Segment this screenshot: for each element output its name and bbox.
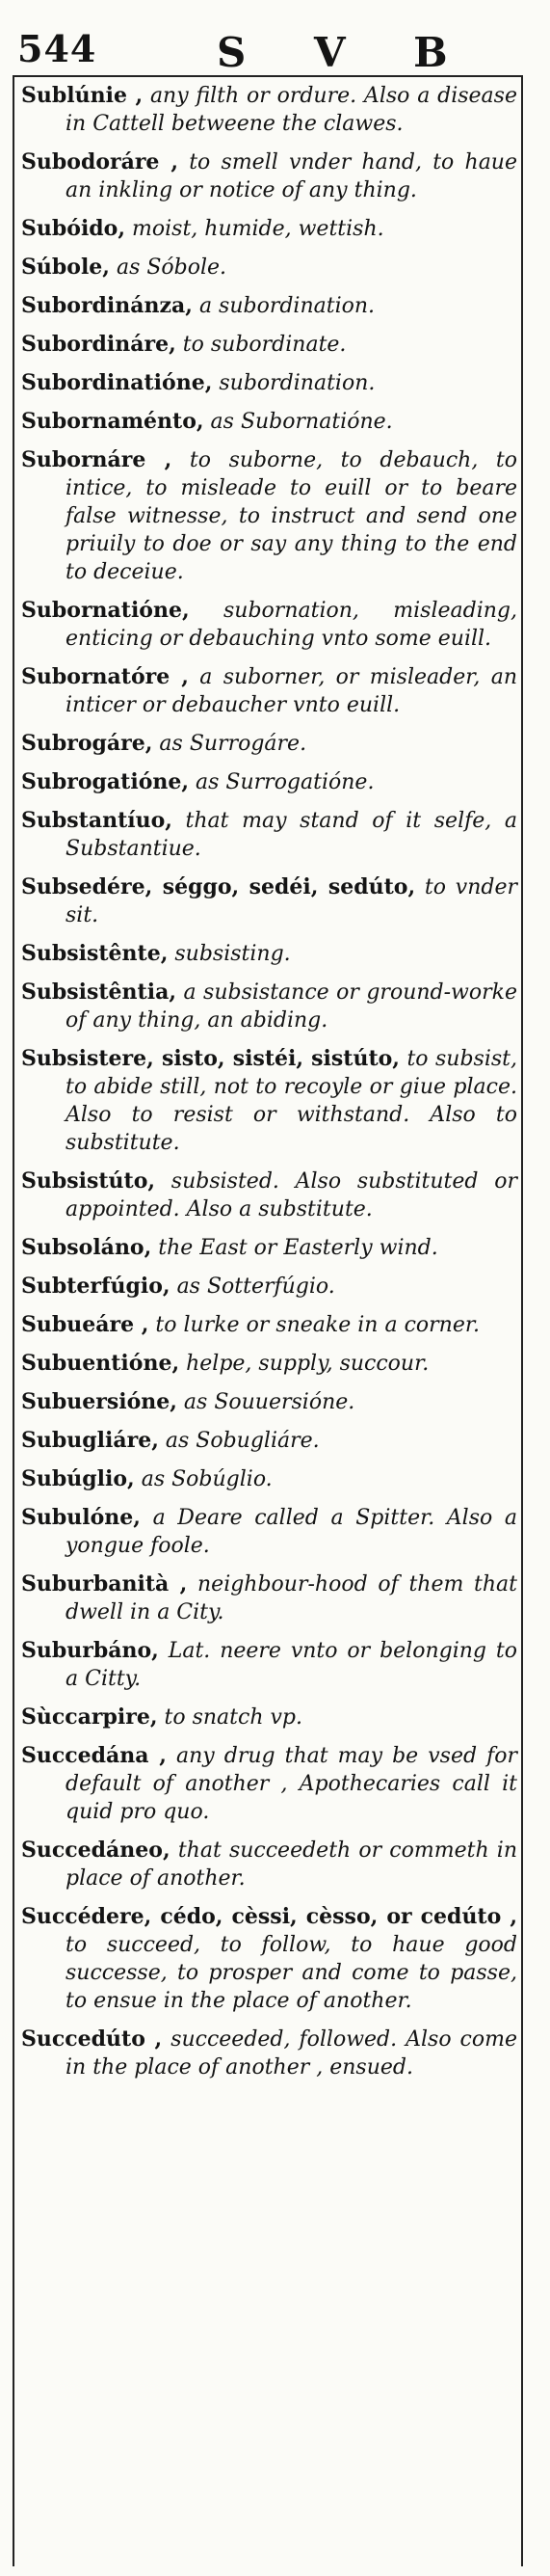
entry-headword: Sùccarpire, — [21, 1704, 158, 1730]
entry-headword: Subornatóre , — [21, 664, 189, 689]
entry-headword: Subordináre, — [21, 332, 176, 357]
dictionary-entry — [21, 940, 517, 968]
dictionary-entry — [21, 446, 517, 586]
entry-headword: Subordinatióne, — [21, 370, 213, 395]
dictionary-entry — [21, 807, 517, 863]
dictionary-entry — [21, 1388, 517, 1416]
entry-definition: as Subornatióne. — [210, 410, 393, 434]
entry-definition: to lurke or sneake in a corner. — [155, 1313, 480, 1337]
entry-definition: subsisting. — [174, 942, 291, 966]
entry-definition: as Surrogatióne. — [196, 770, 375, 794]
entry-headword: Subsistênte, — [21, 941, 169, 966]
entry-definition: to snatch vp. — [164, 1705, 302, 1730]
entry-headword: Suburbanità , — [21, 1571, 188, 1597]
entry-definition: as Sobugliáre. — [165, 1429, 320, 1453]
dictionary-entry — [21, 873, 517, 929]
page-header — [0, 0, 550, 76]
entry-headword: Subterfúgio, — [21, 1274, 170, 1299]
dictionary-entry — [21, 1045, 517, 1157]
entry-definition: helpe, supply, succour. — [186, 1352, 430, 1376]
entry-headword: Subóido, — [21, 216, 126, 241]
dictionary-entry — [21, 1273, 517, 1301]
dictionary-entry — [21, 1350, 517, 1378]
entry-definition: a suborner, or misleader, an inticer or debaucher vnto euill. — [65, 665, 517, 717]
entry-definition: Lat. neere vnto or belonging to a Citty. — [65, 1639, 517, 1691]
dictionary-entry — [21, 1167, 517, 1223]
entry-definition: a subordination. — [198, 294, 376, 318]
entry-headword: Subueáre , — [21, 1312, 149, 1337]
dictionary-entry — [21, 148, 517, 204]
entry-definition: as Souuersióne. — [183, 1390, 355, 1414]
dictionary-entry — [21, 408, 517, 436]
entry-definition: to succeed, to follow, to haue good successe, to prosper and come to passe, to ensue in the place of another. — [65, 1933, 517, 2013]
entry-headword: Subodoráre , — [21, 149, 178, 174]
dictionary-entry — [21, 1311, 517, 1339]
dictionary-entry — [21, 2026, 517, 2081]
running-head: S V B — [217, 29, 475, 76]
entry-headword: Subsoláno, — [21, 1235, 152, 1260]
entry-definition: to smell vnder hand, to haue an inkling or notice of any thing. — [65, 150, 517, 202]
entry-headword: Súbole, — [21, 255, 110, 280]
dictionary-entry — [21, 1570, 517, 1626]
entry-definition: subsisted. Also substituted or appointed. Also a substitute. — [65, 1169, 517, 1221]
entry-headword: Subsedére, séggo, sedéi, sedúto, — [21, 874, 416, 899]
dictionary-entry — [21, 254, 517, 282]
dictionary-entry — [21, 1465, 517, 1493]
dictionary-entry — [21, 292, 517, 320]
entry-headword: Subornáre , — [21, 447, 172, 472]
dictionary-entry — [21, 979, 517, 1034]
entry-headword: Subrogáre, — [21, 731, 153, 756]
page-number: 544 — [17, 27, 97, 70]
entry-headword: Subsistere, sisto, sistéi, sistúto, — [21, 1046, 400, 1071]
entry-headword: Succedáneo, — [21, 1838, 170, 1863]
entry-definition: a subsistance or ground-worke of any thing, an abiding. — [65, 980, 517, 1033]
dictionary-entry — [21, 1903, 517, 2015]
entry-headword: Subulóne, — [21, 1505, 141, 1530]
entry-definition: to vnder sit. — [65, 875, 517, 927]
dictionary-entry — [21, 768, 517, 796]
entry-headword: Subrogatióne, — [21, 769, 190, 794]
dictionary-entry — [21, 597, 517, 653]
dictionary-entry — [21, 215, 517, 243]
dictionary-entry — [21, 1504, 517, 1560]
dictionary-entry — [21, 1742, 517, 1826]
dictionary-entry — [21, 331, 517, 359]
entry-headword: Sublúnie , — [21, 83, 144, 108]
entry-definition: to subordinate. — [182, 333, 347, 357]
entry-definition: moist, humide, wettish. — [132, 217, 384, 241]
dictionary-entry — [21, 369, 517, 397]
entry-headword: Subsistêntia, — [21, 979, 176, 1005]
entry-definition: as Sobúglio. — [141, 1467, 273, 1491]
entry-headword: Suburbáno, — [21, 1638, 159, 1663]
dictionary-entries — [21, 82, 517, 2092]
entry-definition: that succeedeth or commeth in place of another. — [65, 1838, 517, 1891]
entry-definition: any filth or ordure. Also a disease in Cattell betweene the clawes. — [65, 84, 517, 136]
entry-definition: as Sóbole. — [116, 255, 227, 280]
entry-definition: as Surrogáre. — [159, 732, 307, 756]
dictionary-entry — [21, 663, 517, 719]
entry-headword: Substantíuo, — [21, 808, 172, 833]
entry-headword: Subsistúto, — [21, 1168, 156, 1194]
dictionary-entry — [21, 1837, 517, 1892]
entry-headword: Subúglio, — [21, 1466, 135, 1491]
dictionary-entry — [21, 1234, 517, 1262]
entry-definition: as Sotterfúgio. — [176, 1275, 335, 1299]
dictionary-entry — [21, 82, 517, 138]
entry-definition: to suborne, to debauch, to intice, to misleade to euill or to beare false witnesse, to instruct and send one priuily to doe or say any thing to the end to deceiue. — [65, 448, 518, 584]
dictionary-entry — [21, 730, 517, 758]
entry-headword: Subordinánza, — [21, 293, 193, 318]
entry-headword: Subuersióne, — [21, 1389, 177, 1414]
entry-headword: Subuentióne, — [21, 1351, 180, 1376]
entry-definition: that may stand of it selfe, a Substantiue. — [65, 809, 517, 861]
entry-definition: to subsist, to abide still, not to recoyle or giue place. Also to resist or withstand. Also to substitute. — [65, 1047, 517, 1155]
entry-headword: Succedána , — [21, 1743, 167, 1768]
entry-definition: neighbour-hood of them that dwell in a City. — [65, 1572, 518, 1624]
dictionary-entry — [21, 1427, 517, 1455]
entry-headword: Succedúto , — [21, 2026, 163, 2052]
entry-definition: subornation, misleading, enticing or debauching vnto some euill. — [65, 599, 517, 651]
entry-headword: Subornaménto, — [21, 409, 204, 434]
entry-definition: subordination. — [219, 371, 376, 395]
entry-headword: Succédere, cédo, cèssi, cèsso, or cedúto , — [21, 1904, 517, 1929]
entry-definition: the East or Easterly wind. — [158, 1236, 438, 1260]
dictionary-entry — [21, 1704, 517, 1731]
entry-headword: Subugliáre, — [21, 1428, 159, 1453]
dictionary-entry — [21, 1637, 517, 1693]
entry-definition: succeeded, followed. Also come in the place of another , ensued. — [65, 2027, 517, 2080]
entry-definition: any drug that may be vsed for default of another , Apothecaries call it quid pro quo. — [65, 1744, 517, 1824]
entry-definition: a Deare called a Spitter. Also a yongue foole. — [65, 1506, 517, 1558]
entry-headword: Subornatióne, — [21, 598, 190, 623]
